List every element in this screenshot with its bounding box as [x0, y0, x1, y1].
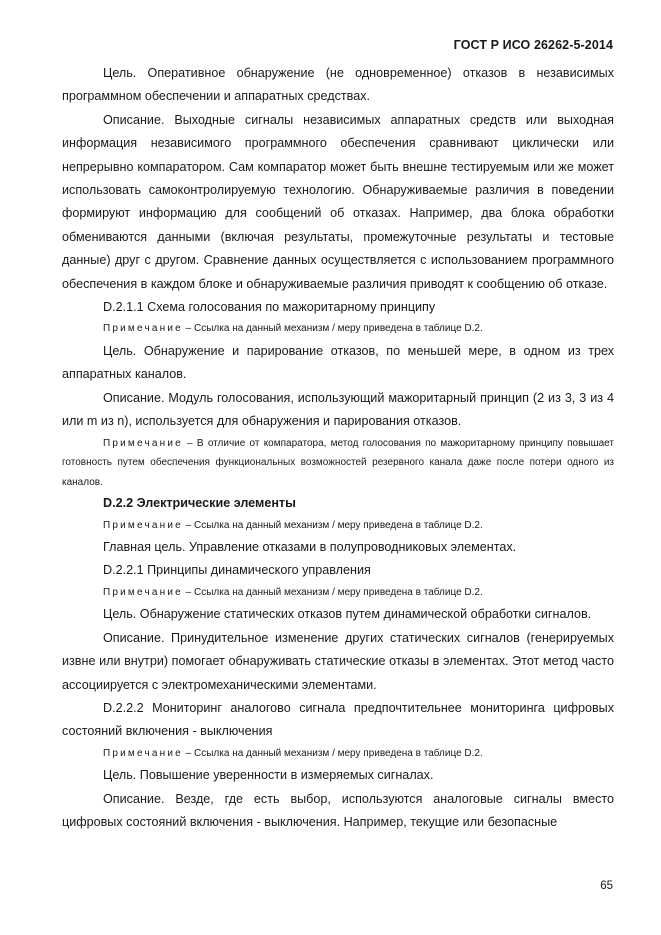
note-label: Примечание: [103, 519, 183, 531]
paragraph-goal: Цель. Обнаружение и парирование отказов, по меньшей мере, в одном из трех аппаратных каналов.: [62, 343, 614, 382]
paragraph-description: Описание. Везде, где есть выбор, используются аналоговые сигналы вместо цифровых состояний включения - выключения. Например, текущие или безопасные: [62, 791, 614, 830]
note-dash: –: [185, 519, 192, 531]
page-body: [62, 62, 614, 834]
note-label: Примечание: [103, 323, 183, 335]
paragraph-goal: Цель. Повышение уверенности в измеряемых сигналах.: [103, 768, 434, 783]
paragraph-goal: Цель. Обнаружение статических отказов путем динамической обработки сигналов.: [103, 607, 592, 622]
document-header: ГОСТ Р ИСО 26262-5-2014: [453, 38, 613, 52]
section-heading: D.2.2 Электрические элементы: [103, 496, 296, 511]
note-dash: –: [187, 437, 193, 449]
note-text: Ссылка на данный механизм / меру приведена в таблице D.2.: [194, 519, 483, 531]
page-number: 65: [600, 880, 613, 892]
section-heading: D.2.1.1 Схема голосования по мажоритарному принципу: [103, 300, 436, 315]
section-heading: D.2.2.1 Принципы динамического управления: [103, 563, 371, 578]
note-label: Примечание: [103, 437, 183, 449]
note-text: Ссылка на данный механизм / меру приведена в таблице D.2.: [194, 586, 483, 598]
note: [62, 744, 614, 765]
note: [62, 434, 614, 493]
note-dash: –: [185, 747, 192, 759]
note: [62, 319, 614, 340]
paragraph-goal: Главная цель. Управление отказами в полупроводниковых элементах.: [103, 540, 517, 554]
note: [62, 516, 614, 537]
note: [62, 583, 614, 604]
section-heading: D.2.2.2 Мониторинг аналогово сигнала предпочтительнее мониторинга цифровых состояний включения - выключения: [62, 700, 614, 739]
paragraph-description: Описание. Модуль голосования, использующий мажоритарный принцип (2 из 3, 3 из 4 или m из n), используется для обнаружения и парирования отказов.: [62, 390, 614, 429]
paragraph-goal: Цель. Оперативное обнаружение (не одновременное) отказов в независимых программном обеспечении и аппаратных средствах.: [62, 66, 614, 104]
note-text: Ссылка на данный механизм / меру приведена в таблице D.2.: [194, 747, 483, 759]
paragraph-description: Описание. Выходные сигналы независимых аппаратных средств или выходная информация независимого программного обеспечения сравнивают циклически или непрерывно компаратором. Сам компаратор может быть внешне тестируемым или же может использовать самоконтролируемую технологию. Обнаруживаемые различия в поведении формируют информацию для сообщений об отказах. Например, два блока обработки обмениваются данными (включая результаты, промежуточные результаты и тестовые данные) друг с другом. Сравнение данных осуществляется с использованием программного обеспечения в каждом блоке и обнаруживаемые различия приводят к сообщению об отказе.: [62, 112, 614, 291]
note-text: В отличие от компаратора, метод голосования по мажоритарному принципу повышает готовность путем обеспечения функциональных возможностей резервного канала даже после потери одного из каналов.: [62, 437, 614, 488]
note-dash: –: [185, 586, 192, 598]
note-dash: –: [185, 323, 192, 335]
note-text: Ссылка на данный механизм / меру приведена в таблице D.2.: [194, 323, 483, 335]
note-label: Примечание: [103, 586, 183, 598]
paragraph-description: Описание. Принудительное изменение других статических сигналов (генерируемых извне или внутри) помогает обнаруживать статические отказы в элементах. Этот метод часто ассоциируется с электромеханическими элементами.: [62, 630, 614, 692]
note-label: Примечание: [103, 747, 183, 759]
